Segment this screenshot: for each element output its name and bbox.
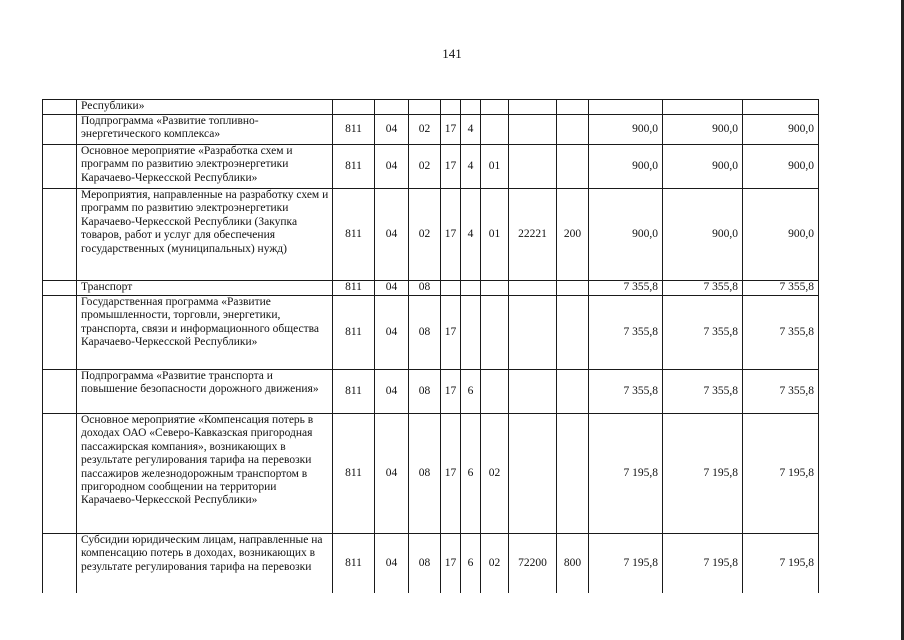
program-code-cell: 17 bbox=[441, 189, 461, 281]
activity-code-cell bbox=[481, 100, 509, 115]
subsection-code-cell: 08 bbox=[409, 534, 441, 593]
program-code-cell: 17 bbox=[441, 414, 461, 534]
target-article-cell bbox=[509, 296, 557, 370]
item-name-cell: Государственная программа «Развитие промышленности, торговли, энергетики, транспорта, связи и информационного общества Карачаево-Черкесской Республики» bbox=[77, 296, 333, 370]
target-article-cell bbox=[509, 100, 557, 115]
subprogram-code-cell: 4 bbox=[461, 145, 481, 189]
row-index-cell bbox=[43, 100, 77, 115]
amount-year2-cell: 7 195,8 bbox=[663, 534, 743, 593]
expense-type-cell bbox=[557, 100, 589, 115]
item-name-cell: Транспорт bbox=[77, 281, 333, 296]
expense-type-cell bbox=[557, 115, 589, 145]
section-code-cell: 04 bbox=[375, 145, 409, 189]
activity-code-cell: 01 bbox=[481, 189, 509, 281]
program-code-cell: 17 bbox=[441, 370, 461, 414]
expense-type-cell: 800 bbox=[557, 534, 589, 593]
target-article-cell bbox=[509, 145, 557, 189]
amount-year1-cell: 900,0 bbox=[589, 115, 663, 145]
row-index-cell bbox=[43, 370, 77, 414]
amount-year1-cell: 7 355,8 bbox=[589, 370, 663, 414]
amount-year2-cell: 900,0 bbox=[663, 189, 743, 281]
amount-year3-cell: 900,0 bbox=[743, 189, 819, 281]
subsection-code-cell: 02 bbox=[409, 145, 441, 189]
activity-code-cell bbox=[481, 370, 509, 414]
table-row bbox=[43, 189, 819, 281]
table-row bbox=[43, 534, 819, 593]
expense-type-cell bbox=[557, 296, 589, 370]
section-code-cell bbox=[375, 100, 409, 115]
page-number: 141 bbox=[442, 46, 462, 61]
target-article-cell bbox=[509, 370, 557, 414]
ministry-code-cell: 811 bbox=[333, 189, 375, 281]
subsection-code-cell: 08 bbox=[409, 370, 441, 414]
row-index-cell bbox=[43, 414, 77, 534]
section-code-cell: 04 bbox=[375, 370, 409, 414]
table-row bbox=[43, 370, 819, 414]
amount-year3-cell: 7 355,8 bbox=[743, 296, 819, 370]
subprogram-code-cell: 6 bbox=[461, 534, 481, 593]
table-row bbox=[43, 100, 819, 115]
section-code-cell: 04 bbox=[375, 534, 409, 593]
item-name-cell: Подпрограмма «Развитие транспорта и повышение безопасности дорожного движения» bbox=[77, 370, 333, 414]
amount-year3-cell: 7 355,8 bbox=[743, 370, 819, 414]
subsection-code-cell: 08 bbox=[409, 414, 441, 534]
row-index-cell bbox=[43, 189, 77, 281]
program-code-cell bbox=[441, 281, 461, 296]
amount-year2-cell: 7 355,8 bbox=[663, 281, 743, 296]
table-row bbox=[43, 145, 819, 189]
amount-year3-cell: 7 355,8 bbox=[743, 281, 819, 296]
program-code-cell: 17 bbox=[441, 115, 461, 145]
subprogram-code-cell: 6 bbox=[461, 414, 481, 534]
program-code-cell: 17 bbox=[441, 534, 461, 593]
ministry-code-cell: 811 bbox=[333, 534, 375, 593]
item-name-cell: Подпрограмма «Развитие топливно-энергетического комплекса» bbox=[77, 115, 333, 145]
subsection-code-cell: 02 bbox=[409, 189, 441, 281]
subprogram-code-cell bbox=[461, 100, 481, 115]
ministry-code-cell: 811 bbox=[333, 145, 375, 189]
program-code-cell bbox=[441, 100, 461, 115]
item-name-cell: Субсидии юридическим лицам, направленные на компенсацию потерь в доходах, возникающих в результате регулирования тарифа на перевозки bbox=[77, 534, 333, 593]
activity-code-cell: 02 bbox=[481, 534, 509, 593]
subsection-code-cell: 08 bbox=[409, 281, 441, 296]
amount-year3-cell: 900,0 bbox=[743, 115, 819, 145]
amount-year2-cell bbox=[663, 100, 743, 115]
amount-year3-cell bbox=[743, 100, 819, 115]
target-article-cell: 72200 bbox=[509, 534, 557, 593]
amount-year2-cell: 7 195,8 bbox=[663, 414, 743, 534]
section-code-cell: 04 bbox=[375, 281, 409, 296]
expense-type-cell bbox=[557, 281, 589, 296]
budget-table bbox=[42, 99, 819, 593]
row-index-cell bbox=[43, 145, 77, 189]
subprogram-code-cell: 4 bbox=[461, 115, 481, 145]
item-name-cell: Основное мероприятие «Компенсация потерь в доходах ОАО «Северо-Кавказская пригородная пассажирская компания», возникающих в результате регулирования тарифа на перевозки пассажиров железнодорожным транспортом в пригородном сообщении на территории Карачаево-Черкесской Республики» bbox=[77, 414, 333, 534]
item-name-cell: Мероприятия, направленные на разработку схем и программ по развитию электроэнергетики Карачаево-Черкесской Республики (Закупка товаров, работ и услуг для обеспечения государственных (муниципальных) нужд) bbox=[77, 189, 333, 281]
row-index-cell bbox=[43, 534, 77, 593]
activity-code-cell bbox=[481, 281, 509, 296]
ministry-code-cell: 811 bbox=[333, 115, 375, 145]
amount-year2-cell: 900,0 bbox=[663, 115, 743, 145]
amount-year2-cell: 7 355,8 bbox=[663, 370, 743, 414]
amount-year1-cell: 7 195,8 bbox=[589, 534, 663, 593]
table-row bbox=[43, 281, 819, 296]
amount-year2-cell: 7 355,8 bbox=[663, 296, 743, 370]
expense-type-cell bbox=[557, 145, 589, 189]
target-article-cell bbox=[509, 281, 557, 296]
program-code-cell: 17 bbox=[441, 145, 461, 189]
row-index-cell bbox=[43, 281, 77, 296]
amount-year1-cell: 900,0 bbox=[589, 145, 663, 189]
ministry-code-cell: 811 bbox=[333, 281, 375, 296]
table-row bbox=[43, 296, 819, 370]
amount-year3-cell: 900,0 bbox=[743, 145, 819, 189]
target-article-cell bbox=[509, 115, 557, 145]
activity-code-cell bbox=[481, 115, 509, 145]
program-code-cell: 17 bbox=[441, 296, 461, 370]
section-code-cell: 04 bbox=[375, 115, 409, 145]
subsection-code-cell: 02 bbox=[409, 115, 441, 145]
amount-year1-cell: 7 355,8 bbox=[589, 281, 663, 296]
expense-type-cell bbox=[557, 414, 589, 534]
subprogram-code-cell bbox=[461, 281, 481, 296]
amount-year3-cell: 7 195,8 bbox=[743, 534, 819, 593]
amount-year1-cell: 900,0 bbox=[589, 189, 663, 281]
subprogram-code-cell: 6 bbox=[461, 370, 481, 414]
section-code-cell: 04 bbox=[375, 189, 409, 281]
item-name-cell: Республики» bbox=[77, 100, 333, 115]
activity-code-cell: 01 bbox=[481, 145, 509, 189]
activity-code-cell: 02 bbox=[481, 414, 509, 534]
row-index-cell bbox=[43, 115, 77, 145]
subprogram-code-cell: 4 bbox=[461, 189, 481, 281]
amount-year1-cell: 7 195,8 bbox=[589, 414, 663, 534]
ministry-code-cell bbox=[333, 100, 375, 115]
ministry-code-cell: 811 bbox=[333, 296, 375, 370]
item-name-cell: Основное мероприятие «Разработка схем и программ по развитию электроэнергетики Карачаево-Черкесской Республики» bbox=[77, 145, 333, 189]
amount-year3-cell: 7 195,8 bbox=[743, 414, 819, 534]
row-index-cell bbox=[43, 296, 77, 370]
section-code-cell: 04 bbox=[375, 414, 409, 534]
expense-type-cell: 200 bbox=[557, 189, 589, 281]
ministry-code-cell: 811 bbox=[333, 414, 375, 534]
amount-year1-cell bbox=[589, 100, 663, 115]
expense-type-cell bbox=[557, 370, 589, 414]
section-code-cell: 04 bbox=[375, 296, 409, 370]
table-row bbox=[43, 115, 819, 145]
target-article-cell bbox=[509, 414, 557, 534]
ministry-code-cell: 811 bbox=[333, 370, 375, 414]
subsection-code-cell: 08 bbox=[409, 296, 441, 370]
activity-code-cell bbox=[481, 296, 509, 370]
subsection-code-cell bbox=[409, 100, 441, 115]
subprogram-code-cell bbox=[461, 296, 481, 370]
target-article-cell: 22221 bbox=[509, 189, 557, 281]
table-row bbox=[43, 414, 819, 534]
amount-year1-cell: 7 355,8 bbox=[589, 296, 663, 370]
amount-year2-cell: 900,0 bbox=[663, 145, 743, 189]
